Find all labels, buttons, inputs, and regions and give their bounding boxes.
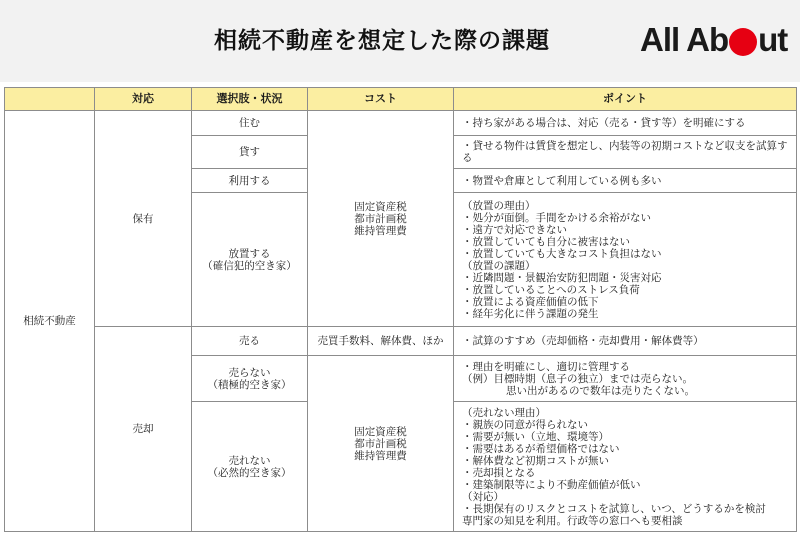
allabout-logo[interactable] [640, 20, 787, 60]
point-line: 専門家の知見を利用。行政等の窓口へも要相談 [462, 514, 683, 527]
point-line: ・売却損となる [462, 466, 536, 479]
option-cell-urenai-hitsuzen [192, 402, 308, 532]
header-cell-option: 選択肢・状況 [192, 88, 308, 111]
point-line: ・需要が無い（立地、環境等） [462, 430, 609, 443]
category-cell: 相続不動産 [5, 111, 95, 532]
table-row [5, 111, 797, 136]
point-line: ・放置していることへのストレス負荷 [462, 283, 640, 296]
table-row [5, 327, 797, 356]
option-line: 放置する [228, 247, 271, 260]
cost-line: 固定資産税 [354, 425, 407, 438]
cost-line: 維持管理費 [354, 224, 407, 237]
cost-line: 維持管理費 [354, 449, 407, 462]
header-cell-cost: コスト [308, 88, 454, 111]
point-line: ・貸せる物件は賃貸を想定し、内装等の初期コストなど収支を試算する [462, 140, 788, 164]
point-cell-sumu [454, 111, 797, 136]
page-title: 相続不動産を想定した際の課題 [214, 28, 550, 54]
option-line: （必然的空き家） [207, 466, 292, 479]
option-cell-riyou: 利用する [192, 169, 308, 193]
point-line: （対応） [462, 490, 504, 503]
option-line: 売れない [228, 454, 271, 467]
logo-text-left: All Ab [640, 21, 729, 58]
option-cell-sumu: 住む [192, 111, 308, 136]
table-header-row [5, 88, 797, 111]
point-line: ・解体費など初期コストが無い [462, 454, 609, 467]
point-line: 思い出があるので数年は売りたくない。 [506, 384, 695, 397]
option-cell-uru: 売る [192, 327, 308, 356]
point-line: ・試算のすすめ（売却価格・売却費用・解体費等） [462, 335, 704, 347]
point-line: ・処分が面倒。手間をかける余裕がない [462, 211, 651, 224]
header-cell-empty [5, 88, 95, 111]
point-cell-uru [454, 327, 797, 356]
point-cell-kasu [454, 136, 797, 169]
point-line: （例）目標時期（息子の独立）までは売らない。 [462, 372, 693, 385]
point-line: ・理由を明確にし、適切に管理する [462, 360, 630, 373]
logo-o-dot-icon [729, 28, 757, 56]
point-line: （売れない理由） [462, 406, 546, 419]
point-line: ・経年劣化に伴う課題の発生 [462, 307, 599, 320]
header-cell-taio: 対応 [95, 88, 192, 111]
logo-text-right: ut [758, 21, 788, 58]
point-line: ・放置していても自分に被害はない [462, 235, 630, 248]
point-line: ・長期保有のリスクとコストを試算し、いつ、どうするかを検討 [462, 502, 766, 515]
point-cell-riyou [454, 169, 797, 193]
header-cell-point: ポイント [454, 88, 797, 111]
point-line: ・需要はあるが希望価格ではない [462, 442, 620, 455]
cost-cell-hoyu [308, 111, 454, 327]
point-line: ・親族の同意が得られない [462, 418, 588, 431]
point-line: （放置の課題） [462, 259, 536, 272]
point-cell-urenai-hitsuzen [454, 402, 797, 532]
point-cell-houchi [454, 193, 797, 327]
point-line: ・放置していても大きなコスト負担はない [462, 247, 662, 260]
group-cell-baikyaku: 売却 [95, 327, 192, 532]
point-line: ・遠方で対応できない [462, 223, 567, 236]
point-line: ・持ち家がある場合は、対応（売る・貸す等）を明確にする [462, 117, 746, 129]
point-line: ・建築制限等により不動産価値が低い [462, 478, 641, 491]
cost-line: 固定資産税 [354, 200, 407, 213]
cost-line: 都市計画税 [354, 437, 407, 450]
point-line: ・近隣問題・景観治安防犯問題・災害対応 [462, 271, 662, 284]
header-band [0, 0, 800, 82]
point-line: ・放置による資産価値の低下 [462, 295, 599, 308]
inheritance-issues-table [4, 87, 797, 532]
option-line: 売らない [228, 366, 271, 379]
point-cell-urenai-sekkyoku [454, 356, 797, 402]
cost-cell-baikyaku [308, 356, 454, 532]
option-cell-kasu: 貸す [192, 136, 308, 169]
point-line: ・物置や倉庫として利用している例も多い [462, 174, 662, 187]
cost-cell-uru: 売買手数料、解体費、ほか [308, 327, 454, 356]
cost-line: 都市計画税 [354, 212, 407, 225]
option-line: （積極的空き家） [207, 378, 292, 391]
point-line: （放置の理由） [462, 199, 536, 212]
option-line: （確信犯的空き家） [202, 259, 297, 272]
group-cell-hoyu: 保有 [95, 111, 192, 327]
option-cell-urenai-sekkyoku [192, 356, 308, 402]
option-cell-houchi [192, 193, 308, 327]
